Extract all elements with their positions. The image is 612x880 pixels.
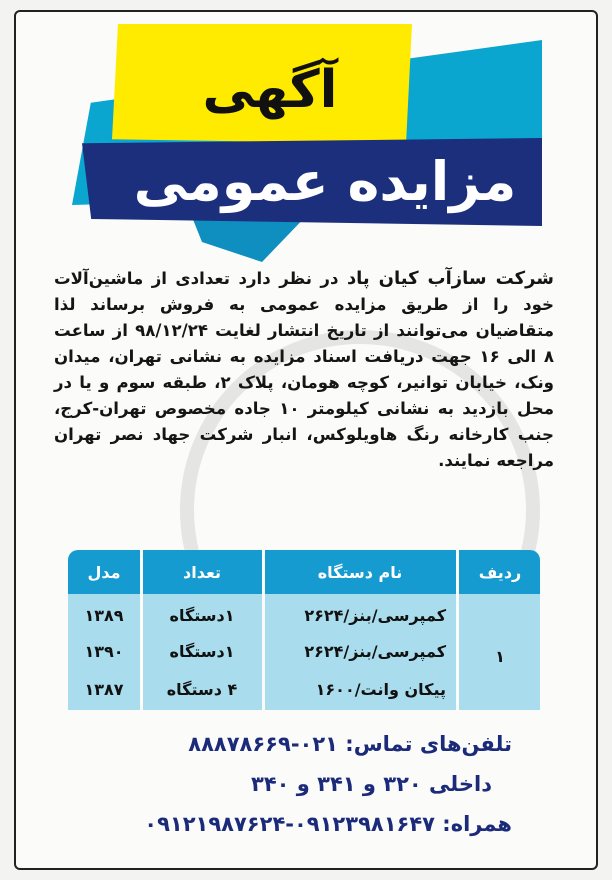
cell-count: ۱دستگاه <box>169 606 235 625</box>
header-device-name: نام دستگاه <box>317 563 403 582</box>
cell-model: ۱۳۹۰ <box>84 642 124 661</box>
cell-device: پیکان وانت/۱۶۰۰ <box>315 680 446 699</box>
header-count: تعداد <box>183 563 221 582</box>
phone-line: تلفن‌های تماس: ۰۲۱-۸۸۸۷۸۶۶۹ <box>188 732 512 756</box>
page-title: مزایده عمومی <box>133 150 517 213</box>
header-row-number: ردیف <box>478 563 522 582</box>
ad-label: آگهی <box>202 60 338 120</box>
column-divider <box>262 550 265 710</box>
extension-line: داخلی ۳۲۰ و ۳۴۱ و ۳۴۰ <box>251 772 492 796</box>
row-number: ۱ <box>495 647 505 666</box>
announcement-body: در نظر دارد تعدادی از ماشین‌آلات خود را از طریق مزایده عمومی به فروش برساند لذا متقاضیان می‌توانند از تاریخ انتشار لغایت ۹۸/۱۲/۲۴ از ساعت ۸ الی ۱۶ جهت دریافت اسناد مزایده به نشانی تهران، میدان ونک، خیابان توانیر، کوچه هومان، پلاک ۲، طبقه سوم و یا در محل بازدید به نشانی کیلومتر ۱۰ جاده مخصوص تهران-کرج، جنب کارخانه رنگ هاویلوکس، انبار شرکت جهاد نصر تهران مراجعه نمایند. <box>54 269 555 470</box>
cell-model: ۱۳۸۹ <box>84 606 124 625</box>
cell-count: ۴ دستگاه <box>166 680 238 699</box>
company-name: شرکت سازآب کیان پاد <box>346 268 554 289</box>
cell-model: ۱۳۸۷ <box>84 680 124 699</box>
cell-device: کمپرسی/بنز/۲۶۲۴ <box>304 642 446 661</box>
announcement-text <box>54 266 554 474</box>
column-divider <box>140 550 143 710</box>
header-model: مدل <box>87 563 121 582</box>
mobile-line: همراه: ۰۹۱۲۳۹۸۱۶۴۷-۰۹۱۲۱۹۸۷۶۲۴ <box>144 812 512 836</box>
column-divider <box>456 550 459 710</box>
cell-count: ۱دستگاه <box>169 642 235 661</box>
cell-device: کمپرسی/بنز/۲۶۲۴ <box>304 606 446 625</box>
